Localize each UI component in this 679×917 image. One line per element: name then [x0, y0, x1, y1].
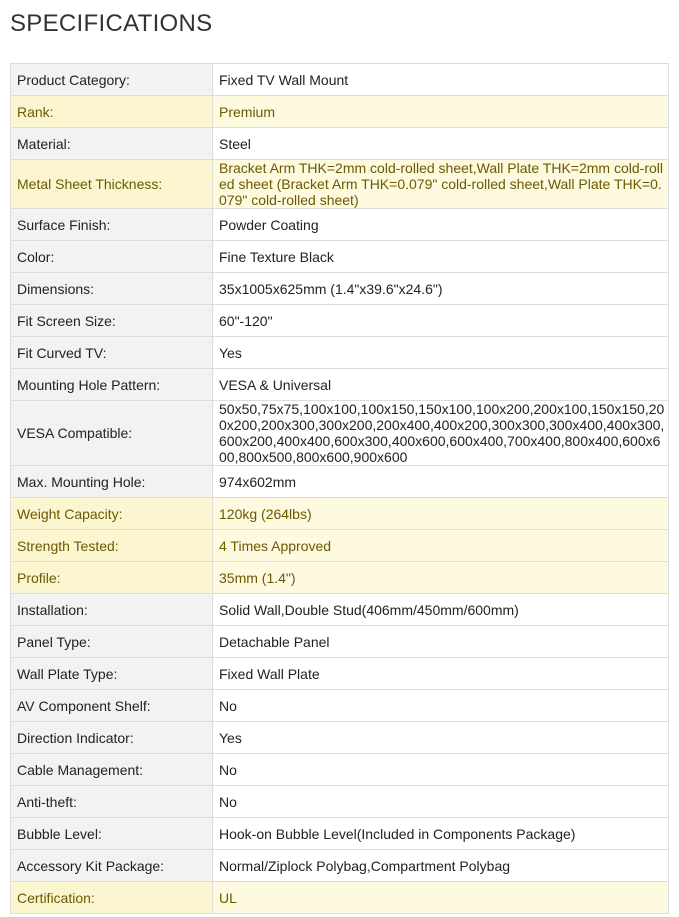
spec-value: 35mm (1.4") — [213, 562, 669, 594]
spec-row-fit-curved-tv — [11, 337, 669, 369]
spec-row-accessory-kit-package — [11, 850, 669, 882]
spec-value: Detachable Panel — [213, 626, 669, 658]
spec-label: Material: — [11, 128, 213, 160]
spec-label: Bubble Level: — [11, 818, 213, 850]
spec-row-product-category — [11, 64, 669, 96]
specifications-table — [10, 63, 669, 914]
spec-row-surface-finish — [11, 209, 669, 241]
spec-value: Yes — [213, 337, 669, 369]
spec-value: 4 Times Approved — [213, 530, 669, 562]
spec-label: Rank: — [11, 96, 213, 128]
spec-row-color — [11, 241, 669, 273]
spec-label: Profile: — [11, 562, 213, 594]
spec-value: 120kg (264lbs) — [213, 498, 669, 530]
spec-value: 50x50,75x75,100x100,100x150,150x100,100x200,200x100,150x150,200x200,200x300,300x200,200x400,400x200,300x300,300x400,400x300,600x200,400x400,600x300,400x600,600x400,700x400,800x400,600x600,800x500,800x600,900x600 — [213, 401, 669, 466]
spec-row-fit-screen-size — [11, 305, 669, 337]
spec-row-metal-sheet-thickness — [11, 160, 669, 209]
spec-label: AV Component Shelf: — [11, 690, 213, 722]
spec-label: Installation: — [11, 594, 213, 626]
spec-value: UL — [213, 882, 669, 914]
spec-label: Weight Capacity: — [11, 498, 213, 530]
spec-label: Dimensions: — [11, 273, 213, 305]
spec-label: Color: — [11, 241, 213, 273]
spec-label: Metal Sheet Thickness: — [11, 160, 213, 209]
spec-value: Normal/Ziplock Polybag,Compartment Polybag — [213, 850, 669, 882]
spec-label: Product Category: — [11, 64, 213, 96]
spec-value: Bracket Arm THK=2mm cold-rolled sheet,Wall Plate THK=2mm cold-rolled sheet (Bracket Arm THK=0.079" cold-rolled sheet,Wall Plate THK=0.079" cold-rolled sheet) — [213, 160, 669, 209]
spec-value: 35x1005x625mm (1.4"x39.6"x24.6") — [213, 273, 669, 305]
spec-label: VESA Compatible: — [11, 401, 213, 466]
spec-value: VESA & Universal — [213, 369, 669, 401]
spec-value: No — [213, 786, 669, 818]
spec-row-direction-indicator — [11, 722, 669, 754]
spec-row-cable-management — [11, 754, 669, 786]
spec-value: 60"-120" — [213, 305, 669, 337]
spec-label: Cable Management: — [11, 754, 213, 786]
spec-value: 974x602mm — [213, 466, 669, 498]
spec-row-panel-type — [11, 626, 669, 658]
spec-row-dimensions — [11, 273, 669, 305]
spec-label: Surface Finish: — [11, 209, 213, 241]
spec-label: Anti-theft: — [11, 786, 213, 818]
spec-label: Max. Mounting Hole: — [11, 466, 213, 498]
spec-row-profile — [11, 562, 669, 594]
spec-value: Fixed Wall Plate — [213, 658, 669, 690]
spec-label: Panel Type: — [11, 626, 213, 658]
spec-row-installation — [11, 594, 669, 626]
spec-row-rank — [11, 96, 669, 128]
spec-row-anti-theft — [11, 786, 669, 818]
spec-value: Hook-on Bubble Level(Included in Components Package) — [213, 818, 669, 850]
spec-row-weight-capacity — [11, 498, 669, 530]
spec-row-wall-plate-type — [11, 658, 669, 690]
spec-label: Wall Plate Type: — [11, 658, 213, 690]
spec-value: No — [213, 690, 669, 722]
page-title: SPECIFICATIONS — [10, 10, 213, 37]
spec-value: Solid Wall,Double Stud(406mm/450mm/600mm) — [213, 594, 669, 626]
spec-row-av-component-shelf — [11, 690, 669, 722]
spec-value: Fixed TV Wall Mount — [213, 64, 669, 96]
spec-value: Premium — [213, 96, 669, 128]
spec-label: Accessory Kit Package: — [11, 850, 213, 882]
spec-value: Fine Texture Black — [213, 241, 669, 273]
spec-value: No — [213, 754, 669, 786]
spec-value: Yes — [213, 722, 669, 754]
spec-label: Direction Indicator: — [11, 722, 213, 754]
spec-label: Fit Screen Size: — [11, 305, 213, 337]
spec-row-bubble-level — [11, 818, 669, 850]
spec-row-strength-tested — [11, 530, 669, 562]
spec-row-mounting-hole-pattern — [11, 369, 669, 401]
spec-label: Mounting Hole Pattern: — [11, 369, 213, 401]
spec-row-max-mounting-hole — [11, 466, 669, 498]
spec-row-material — [11, 128, 669, 160]
spec-label: Certification: — [11, 882, 213, 914]
spec-value: Powder Coating — [213, 209, 669, 241]
spec-label: Fit Curved TV: — [11, 337, 213, 369]
spec-value: Steel — [213, 128, 669, 160]
spec-label: Strength Tested: — [11, 530, 213, 562]
spec-row-vesa-compatible — [11, 401, 669, 466]
spec-row-certification — [11, 882, 669, 914]
